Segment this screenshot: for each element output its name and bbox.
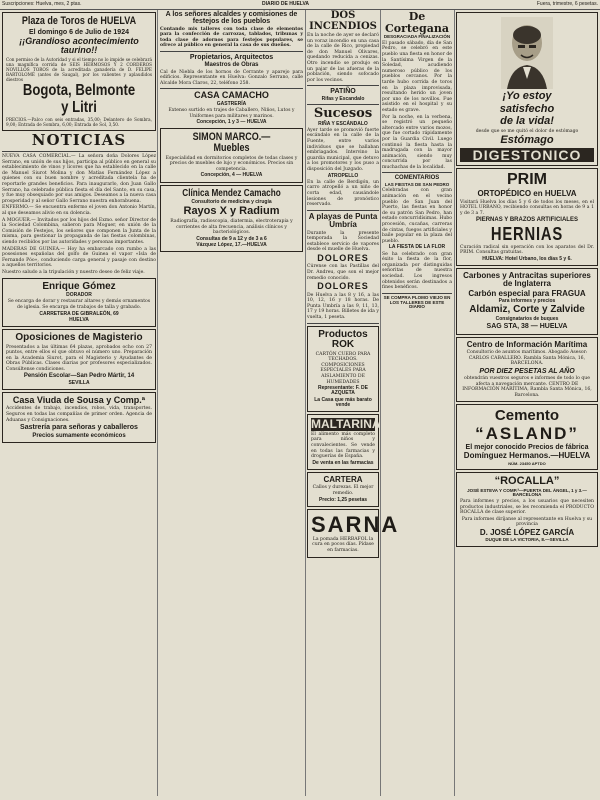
news-paragraph: ENFERMO.— Se encuentra enfermo el joven don Antonio Martín, al que deseamos alivio en su dolencia.: [2, 205, 156, 217]
punta-text: Durante la presente temporada la Sociedad establece servicio de vapores desde el muelle de Huelva.: [307, 230, 379, 253]
divider: [382, 172, 452, 173]
oposiciones-city: SEVILLA: [68, 379, 90, 386]
prim-subtitle: ORTOPÉDICO en HUELVA: [477, 189, 577, 199]
camacho-text: Extenso surtido en trajes de Caballero, Niños, Lutos y Uniformes para militares y marinos.: [168, 108, 295, 119]
clinica-text: Radiografía, radioscopia, diatermia, electroterapia y corrientes de alta frecuencia, análisis clínicos y bacteriológicos.: [170, 219, 293, 236]
oposiciones-title: Oposiciones de Magisterio: [15, 332, 143, 344]
column-3: [307, 10, 400, 796]
cemento-brand: “ASLAND”: [475, 424, 579, 444]
dolores-text-2: De Huelva a las 8 y 16, a las 10, 12, 16 y 18 horas. De Punta Umbría a las 9, 11, 13, 17 y 19 horas. Billetes de ida y vuelta, 1 peseta.: [307, 292, 379, 320]
rok-agent: Representante: F. DE AZQUETA: [317, 385, 368, 397]
camacho-title: CASA CAMACHO: [194, 90, 269, 101]
punta-title: A playas de Punta Umbría: [308, 211, 378, 230]
clinica-subtitle: Consultorio de medicina y cirugía: [191, 199, 272, 206]
dolores-text: Cúrense con las Pastillas del Dr. Andreu, que son el mejor remedio conocido.: [307, 264, 379, 281]
cemento-slogan: El mejor conocido Precios de fábrica: [465, 444, 589, 452]
clinica-ad: [160, 185, 303, 253]
prim-text: Visitará Huelva los días 5 y 6 de todos los meses, en el HOTEL URBANO, recibiendo consultas en horas de 9 a 1 y de 3 a 7.: [460, 199, 594, 216]
rocalla-address: DUQUE DE LA VICTORIA, 8.—SEVILLA: [485, 537, 569, 543]
rocalla-text-3: Para informes diríjanse al representante en Huelva y su provincia: [461, 516, 593, 528]
cartera-text: Callos y durezas. El mejor remedio.: [312, 485, 374, 496]
rok-ad: [307, 326, 379, 413]
viuda-title: Casa Viuda de Sousa y Comp.ª: [12, 395, 146, 406]
digestonico-title-2: satisfecho: [499, 102, 555, 115]
divider: [307, 85, 379, 86]
column-2: [160, 10, 303, 796]
prim-hernias: HERNIAS: [490, 223, 564, 244]
sarna-ad: [307, 509, 400, 558]
incendios-text: En la noche de ayer se declaró un voraz incendio en una casa de la calle de Rico, propiedad de don Manuel Olivares, quedando reducida a cenizas. Otro incendio se produjo en un pajar de las afueras de la población, siendo sofocado por los vecinos.: [307, 33, 379, 83]
maritima-ad: [456, 337, 598, 403]
clinica-title: Clínica Mendez Camacho: [182, 187, 281, 199]
cortegana-text: El pasado sábado, día de San Pedro, se celebró en este pueblo una fiesta en honor de la Santísima Virgen de la Soledad, acudiendo numeroso público de los pueblos cercanos. Por la tarde hubo corrida de toros en la plaza improvisada, resultando herido un joven por uno de los novillos. Fue asistido en el hospital y su estado es grave.: [382, 40, 452, 113]
noticias-heading: NOTICIAS: [31, 131, 127, 150]
maritima-text-2: obtendrán vuestros seguros e informes de todo lo que afecta a navegación mercante. CENTRO DE INFORMACIÓN MARÍTIMA, Rambla Santa Mónica, 16, Barcelona.: [462, 376, 592, 398]
divider: [307, 104, 379, 105]
gomez-ad: [2, 278, 156, 327]
rok-title: Productos ROK: [318, 328, 368, 351]
carbones-subtitle: Carbón especial para FRAGUA: [468, 288, 586, 298]
incendios-title: DOS INCENDIOS: [309, 10, 377, 32]
gomez-subtitle: DORADOR: [66, 292, 92, 299]
oposiciones-ad: [2, 329, 156, 390]
digestonico-sub: desde que se me quitó el dolor de estómago: [475, 128, 579, 134]
simon-title: SIMON MARCO.—Muebles: [192, 130, 271, 155]
rok-note: La Casa que más barato vende: [314, 396, 372, 408]
viuda-ad: [2, 392, 156, 443]
divider: [2, 151, 156, 152]
maritima-title: Centro de Información Marítima: [466, 339, 588, 349]
digestonico-title-1: ¡Yo estoy: [502, 90, 552, 102]
clinica-rayos: Rayos X y Radium: [183, 205, 280, 218]
news-paragraph: Nuestro saludo a la tripulación y nuestro deseo de feliz viaje.: [2, 269, 145, 275]
cortegana-title: De Cortegana: [385, 10, 449, 35]
news-paragraph: A MOGUER.— Invitados por los hijos del Exmo. señor Director de la Sociedad Colombina, salieron para Moguer, en unión de la Comisión de Festejos, los señores que componen la Junta de la misma, para gestionar la propaganda de las fiestas colombinas, siendo recibidos por las autoridades y personas importantes.: [2, 217, 156, 246]
rocalla-text-2: Para informes y precios, a los usuarios que necesiten productos industriales, se les recomienda el PRODUCTO ROCALLA de clase superior.: [460, 498, 594, 516]
rocalla-title: “ROCALLA”: [494, 474, 560, 487]
divider: [307, 210, 379, 211]
comentarios-subtitle: LAS FIESTAS DE SAN PEDRO: [384, 181, 450, 187]
divider: [160, 88, 303, 89]
maritima-text: Consultorio de asuntos marítimos. Abogado Asesor: CARLOS CABALLERO. Rambla Santa Mónica, 16, BARCELONA.: [466, 349, 588, 367]
column-5: [456, 10, 598, 796]
header-center: DIARIO DE HUELVA: [262, 1, 310, 7]
propietarios-subtitle: Maestros de Obras: [204, 62, 259, 69]
bullfight-date: El domingo 6 de Julio de 1924: [29, 28, 129, 36]
divider: [382, 293, 452, 294]
cemento-ad: [456, 404, 598, 470]
cartera-title: CARTERA: [323, 474, 363, 484]
carbones-address: SAG STA, 38 — HUELVA: [486, 323, 568, 331]
cemento-title: Cemento: [494, 407, 560, 425]
comentarios-text: Celebradas con gran animación en el vecino pueblo de San Juan del Puerto, las fiestas en honor de su patrón San Pedro, han estado concurridísimas. Hubo procesión, cucañas, carreras de cintas, fuegos artificiales y baile popular en la plaza del pueblo.: [382, 188, 452, 244]
simon-text: Especialidad en dormitorios completos de todas clases y precios de muebles de lujo y económicos. Precios sin competencia.: [165, 155, 298, 172]
cortegana-subtitle: DESGRACIADA FINALIZACIÓN: [383, 34, 451, 40]
column-rule: [305, 10, 306, 796]
column-rule: [380, 10, 381, 796]
sucesos-title: Sucesos: [313, 105, 373, 121]
digestonico-brand: Estómago: [500, 134, 554, 147]
maltarina-text: El alimento más completo para niños y convalecientes. Se vende en todas las farmacias y droguerías de España.: [311, 431, 375, 460]
footer-note: SE COMPRA PLOMO VIEJO EN LOS TALLERES DE ESTE DIARIO: [383, 294, 451, 310]
bullfight-title: Plaza de Toros de HUELVA: [21, 15, 137, 27]
camacho-subtitle: GASTRERÍA: [216, 100, 247, 107]
carbones-ad: [456, 268, 598, 335]
divider: [160, 51, 303, 52]
cemento-tel: NÚM. 23450 APTDO: [508, 460, 546, 466]
viuda-footer2: Precios sumamente económicos: [32, 432, 126, 439]
oposiciones-text: Presentados a las últimas 64 plazas, aprobados ocho con 27 puntos, entre ellos el que obtuvo el número uno. Preparación en la Academia Siurot, para el Magisterio y Ayudantes de Obras Públicas. Clases diarias por profesores especializados. Consúltense condiciones.: [6, 344, 152, 372]
column-rule: [157, 10, 158, 796]
carbones-title: Carbones y Antracitas superiores de Inglaterra: [463, 271, 591, 289]
gomez-title: Enrique Gómez: [42, 280, 116, 292]
patino-title: PATIÑO: [330, 88, 356, 96]
camacho-address: Concepción, 1 y 3 — HUELVA: [196, 119, 267, 126]
column-4: [382, 10, 452, 796]
festejos-title: A los señores alcaldes y comisiones de festejos de los pueblos: [165, 11, 298, 26]
oposiciones-school: Pensión Escolar—San Pedro Mártir, 14: [23, 373, 135, 380]
cortegana-text-2: Por la noche, en la verbena, se registró un pequeño altercado entre varios mozos, que fue cortado rápidamente por la Guardia Civil. Luego continuó la fiesta hasta la madrugada con la mayor animación, siendo muy concurrida por las muchachas de la localidad.: [382, 114, 452, 170]
clinica-address: Vázquez López, 17.—HUELVA: [196, 242, 267, 249]
page-header: [0, 0, 600, 10]
dolores-title-2: DOLORES: [317, 281, 369, 292]
dolores-title: DOLORES: [317, 252, 369, 263]
carbones-names: Aldamiz, Corte y Zalvide: [469, 304, 585, 316]
prim-ad: [456, 168, 598, 266]
news-paragraph: NUEVA CASA COMERCIAL.— La señora doña Dolores López Serrano, en unión de sus hijos, participa al público en general su establecimiento de vinos y licores que ha establecido en la calle de Manuel Siurot Molina y don Matías Fernández López a quienes con su buen nombre y acreditada clientela ha de reportarle grandes beneficios. Para inaugurarlo, don Juan Gallo Serrano, ha celebrado pública fiesta el día del Santo, en su casa, y fue muy obsequiado por sus amigos. Deseamos a la nueva casa prosperidad y al señor Gallo Serrano nuestra enhorabuena.: [2, 154, 156, 204]
prim-address: HUELVA: Hotel Urbano, los días 5 y 6.: [482, 255, 572, 262]
maltarina-footer: De venta en las farmacias: [312, 459, 374, 466]
prim-line2: PIERNAS Y BRAZOS ARTIFICIALES: [476, 217, 578, 224]
column-rule: [454, 10, 455, 796]
cemento-agent: Domínguez Hermanos.—HUELVA: [463, 451, 591, 461]
carbones-footer: Consignatarios de buques: [495, 315, 559, 322]
maltarina-title: MALTARINA: [311, 417, 381, 432]
sucesos-subtitle-2: ATROPELLO: [327, 172, 359, 179]
prim-title: PRIM: [507, 171, 547, 189]
rok-text: CARTÓN CUERO PARA TECHADOS. COMPOSICIONES ESPECIALES PARA AISLAMIENTO DE HUMEDADES: [315, 351, 371, 385]
patino-subtitle: Rifas y Escandalo: [321, 95, 365, 102]
sarna-title: SARNA: [311, 511, 400, 537]
man-portrait-icon: [501, 17, 553, 89]
maritima-highlight: POR DIEZ PESETAS AL AÑO: [479, 367, 575, 375]
simon-address: Concepción, 4 — HUELVA: [200, 172, 263, 179]
digestonico-tag: DIGESTONICO: [460, 148, 594, 163]
festejos-text: Contando mis talleres con toda clase de elementos para la confección de carrozas, tablados, tribunas y toda clase de adornos para festejos populares, se ofrece al público en general la casa de sus dueños.: [160, 26, 303, 49]
simon-ad: [160, 128, 303, 183]
bullfight-slogan: ¡¡Grandioso acontecimiento taurino!!: [19, 35, 139, 56]
maltarina-ad: [307, 414, 379, 470]
gomez-text: Se encarga de dorar y restaurar altares y demás ornamentos de iglesia. Se encarga de trabajos de talla y grabado.: [7, 299, 151, 310]
propietarios-text: Cal de Niebla de los hornos de Cerrante y aparejo para edificios. Representante en Huelva: Gonzalo Serrano, calle Alcalde Mora Claros, 22, teléfono 258.: [160, 69, 303, 86]
header-right: Fuera, trimestre, 6 pesetas.: [536, 1, 598, 7]
fiesta-text: Se ha celebrado con gran éxito la fiesta de la flor, organizada por distinguidas señoritas de nuestra sociedad. Los ingresos obtenidos serán destinados a fines benéficos.: [382, 251, 452, 291]
header-left: Suscripciones: Huelva, mes, 2 ptas.: [2, 1, 82, 7]
sucesos-text: Ayer tarde se promovió fuerte escándalo en la calle de la Fuente, entre varios individuos que se hallaban embriagados. Intervino la guardia municipal, que detuvo a los promotores y los puso a disposición del Juzgado.: [307, 127, 379, 172]
digestonico-title-3: de la vida!: [500, 115, 554, 128]
sarna-text: La pomada HERBAFOL la cura en pocos días. Pídase en farmacias.: [312, 536, 374, 554]
rocalla-text: JOSÉ ESTEVA Y COMP.ª—PUERTA DEL ÁNGEL, 1 y 3.—BARCELONA: [467, 487, 587, 498]
sucesos-text-2: En la calle de Berdigón, un carro atropelló a un niño de corta edad, causándole lesiones de pronóstico reservado.: [307, 179, 379, 208]
divider: [307, 323, 379, 324]
cartera-ad: [307, 472, 379, 507]
column-1: [2, 10, 156, 796]
bullfight-prices: PRECIOS.—Palco con seis entradas, 35,00; Delantero de Sombra, 9,00; Entrada de Sombra, 6,00; Entrada de Sol, 3,50.: [6, 117, 152, 128]
news-paragraph: MADERAS DE GUINEA.— Hoy ha embarcado con rumbo a las posesiones españolas del golfo de Guinea el vapor «Isla de Fernando Póo», conduciendo carga general y pasaje con destino a aquellos territorios.: [2, 246, 156, 269]
propietarios-title: Propietarios, Arquitectos: [189, 54, 274, 62]
viuda-text: Accidentes de trabajo, incendios, robos, vida, transportes. Seguros en todas las compañías de primer orden. Agencia de Aduanas y Consignaciones.: [6, 406, 152, 423]
gomez-city: HUELVA: [69, 316, 89, 323]
viuda-footer: Sastrería para señoras y caballeros: [20, 424, 138, 432]
comentarios-title: COMENTARIOS: [394, 175, 440, 182]
bullfight-text: Con permiso de la Autoridad y si el tiempo no lo impide se celebrará una magnífica corrida de SEIS HERMOSOS Y 2 CORDEROS NOVILLOS TOROS de la acreditada ganadería de D. FELIPE BARTOLOMÉ (antes de Saugal), por los valientes y aplaudidos diestros: [6, 56, 152, 82]
carbones-text: Para informes y precios: [498, 298, 556, 305]
clinica-hours: Consultas de 9 a 12 y de 3 a 6: [196, 235, 267, 242]
bullfight-ad: [2, 12, 156, 131]
rocalla-ad: [456, 472, 598, 547]
gomez-address: CARRETERA DE GIBRALEÓN, 69: [39, 310, 119, 317]
cartera-footer: Precio: 1,25 pesetas: [318, 496, 368, 503]
digestonico-ad: [456, 12, 598, 166]
prim-text-2: Curación radical sin operación con los aparatos del Dr. PRIM. Consultas gratuitas.: [460, 244, 594, 256]
fiesta-title: LA FIESTA DE LA FLOR: [388, 244, 446, 251]
bullfighter-names: Bogota, Belmonte y Litri: [22, 81, 136, 116]
rocalla-agent: D. JOSÉ LÓPEZ GARCÍA: [479, 527, 575, 537]
sucesos-subtitle: RIÑA Y ESCÁNDALO: [318, 120, 368, 127]
